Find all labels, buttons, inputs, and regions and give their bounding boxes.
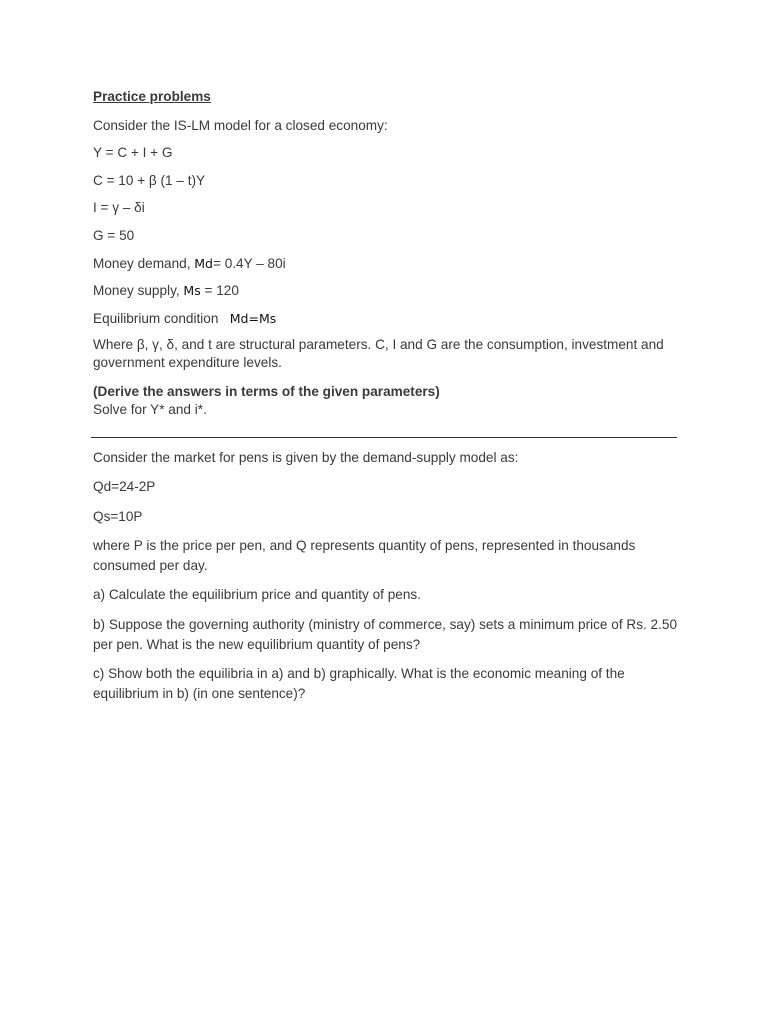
equilibrium-symbol: Md=Ms (229, 311, 277, 326)
money-supply-line (93, 281, 239, 301)
money-demand-rest: = 0.4Y – 80i (213, 256, 286, 271)
islm-intro: Consider the IS-LM model for a closed economy: (93, 118, 388, 133)
parameters-description: Where β, γ, δ, and t are structural parameters. C, I and G are the consumption, investment and government expenditure levels. (93, 337, 664, 370)
section-title: Practice problems (93, 89, 211, 104)
money-demand-symbol: Md (194, 256, 213, 271)
question-part-c: c) Show both the equilibria in a) and b) graphically. What is the economic meaning of the equilibrium in b) (in one sentence)? (93, 666, 625, 701)
equation-qd: Qd=24-2P (93, 479, 156, 494)
solve-instruction: Solve for Y* and i*. (93, 402, 207, 417)
money-supply-rest: = 120 (200, 283, 239, 298)
equation-i: I = γ – δi (93, 200, 145, 215)
section-divider (91, 437, 677, 438)
derive-note: (Derive the answers in terms of the given parameters) (93, 384, 440, 399)
question-part-b: b) Suppose the governing authority (ministry of commerce, say) sets a minimum price of Rs. 2.50 per pen. What is the new equilibrium quantity of pens? (93, 617, 678, 652)
equation-y: Y = C + I + G (93, 145, 173, 160)
money-supply-symbol: Ms (183, 283, 201, 298)
money-demand-prefix: Money demand, (93, 256, 195, 271)
equation-qs: Qs=10P (93, 509, 143, 524)
equation-c: C = 10 + β (1 – t)Y (93, 173, 206, 188)
pens-description: where P is the price per pen, and Q represents quantity of pens, represented in thousands consumed per day. (93, 538, 636, 573)
equilibrium-line (93, 309, 276, 329)
equilibrium-prefix: Equilibrium condition (93, 311, 230, 326)
question-part-a: a) Calculate the equilibrium price and quantity of pens. (93, 587, 421, 602)
money-demand-line (93, 254, 286, 274)
money-supply-prefix: Money supply, (93, 283, 184, 298)
pens-intro: Consider the market for pens is given by the demand-supply model as: (93, 450, 519, 465)
equation-g: G = 50 (93, 228, 135, 243)
